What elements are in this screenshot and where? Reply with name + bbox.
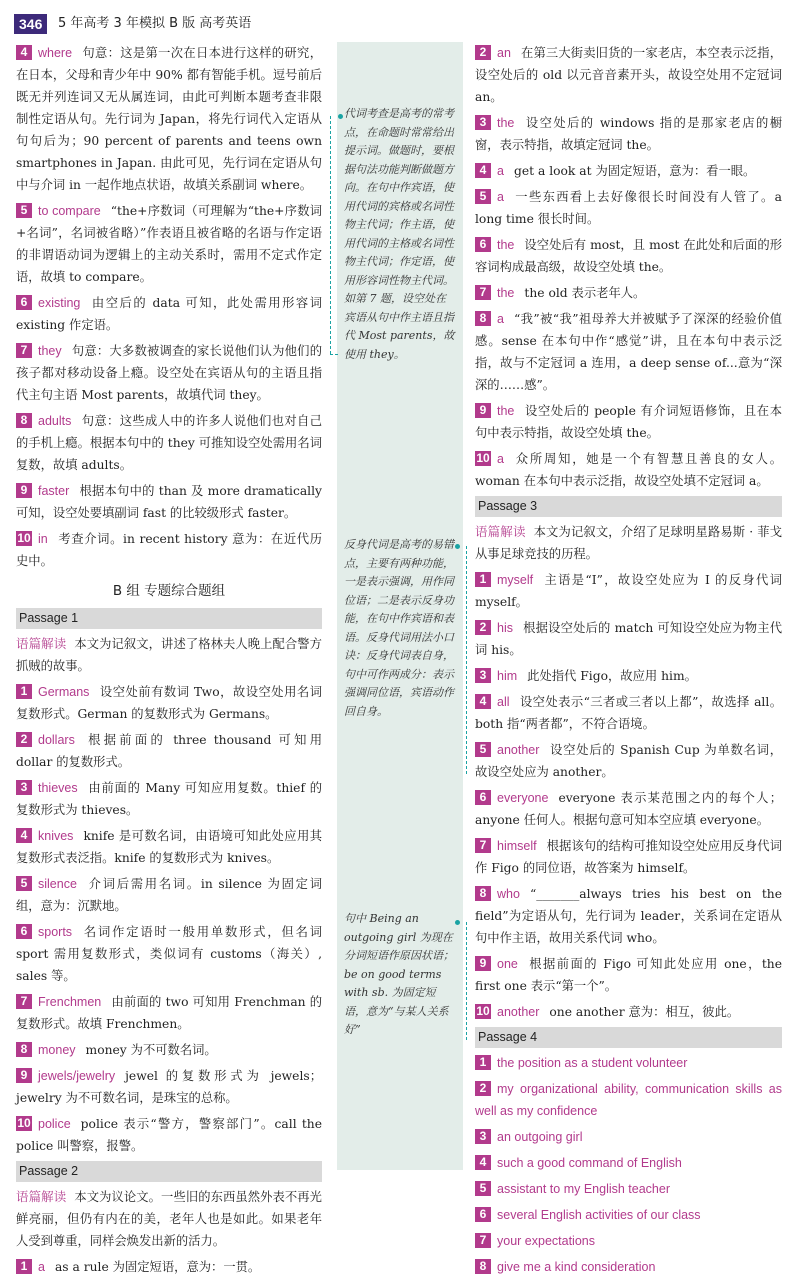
answer-word: the [497,238,515,252]
explanation: 主语是“I”，故设空处应为 I 的反身代词 myself。 [475,573,782,609]
answer-item [16,825,322,869]
answer-list-passage2 [475,42,782,492]
item-number: 9 [475,403,491,418]
item-number: 4 [475,163,491,178]
page-number: 346 [14,14,47,34]
explanation: 众所周知，她是一个有智慧且善良的女人。woman 在本句中表示泛指，故设空处填不定冠词 a。 [475,452,782,488]
item-number: 10 [17,1116,31,1130]
answer-item [16,42,322,196]
answer-word: knives [38,829,74,843]
note-connector [330,354,338,355]
item-number: 9 [16,483,32,498]
passage-heading: Passage 2 [16,1161,322,1182]
answer-item [16,873,322,917]
answer-item [475,953,782,997]
answer-word: another [497,743,540,757]
answer-item [475,739,782,783]
passage-intro [16,633,322,677]
item-number: 9 [16,1068,32,1083]
explanation: 设空处表示“三者或三者以上都”，故选择 all。both 指“两者都”，不符合语境。 [475,695,782,731]
explanation: 由空后的 data 可知，此处需用形容词 existing 作定语。 [16,296,322,332]
item-number: 7 [475,838,491,853]
answer-word: a [497,452,504,466]
answer-word: police [38,1117,71,1131]
answer-item [475,1204,782,1226]
answer-word: assistant to my English teacher [497,1182,670,1196]
answer-item [475,308,782,396]
explanation: 根据本句中的 than 及 more dramatically 可知，设空处要填副词 fast 的比较级形式 faster。 [16,484,322,520]
item-number: 6 [475,237,491,252]
item-number: 2 [475,620,491,635]
explanation: 根据设空处后的 match 可知设空处应为物主代词 his。 [475,621,782,657]
answer-word: silence [38,877,77,891]
answer-word: the [497,286,515,300]
explanation: 考查介词。in recent history 意为：在近代历史中。 [16,532,322,568]
intro-text: 本文为记叙文，介绍了足球明星路易斯 · 菲戈从事足球竞技的历程。 [475,525,782,561]
answer-item [475,42,782,108]
item-number: 7 [16,343,32,358]
group-title: B 组 专题综合题组 [112,583,226,599]
answer-item [475,112,782,156]
answer-item [475,160,782,182]
explanation: 句意：大多数被调查的家长说他们认为他们的孩子都对移动设备上瘾。设空处在宾语从句的主语且指代主句主语 Most parents，故填代词 they。 [16,344,322,402]
intro-text: 本文为议论文。一些旧的东西虽然外表不再光鲜亮丽，但仍有内在的美，老年人也是如此。如果老年人受到尊重，同样会焕发出新的活力。 [16,1190,322,1248]
answer-item [475,400,782,444]
item-number: 8 [475,311,491,326]
explanation: “我”被“我”祖母养大并被赋予了深深的经验价值感。sense 在本句中作“感觉”讲，且在本句中表示泛指，故与不定冠词 a 连用，a deep sense of...意为“深深的……感”。 [475,312,782,392]
answer-list-passage3 [475,569,782,1023]
answer-item [475,1052,782,1074]
explanation: 一些东西看上去好像很长时间没有人管了。a long time 很长时间。 [475,190,782,226]
explanation: as a rule 为固定短语，意为：一贯。 [54,1260,261,1274]
explanation: 设空处后的 Spanish Cup 为单数名词，故设空处应为 another。 [475,743,782,779]
answer-item [16,1113,322,1157]
answer-word: his [497,621,513,635]
answer-item [16,777,322,821]
item-number: 3 [475,668,491,683]
answer-item [475,1230,782,1252]
passage-heading: Passage 1 [16,608,322,629]
answer-item [16,1039,322,1061]
item-number: 1 [16,1259,32,1274]
answer-word: give me a kind consideration [497,1260,656,1274]
item-number: 6 [16,924,32,939]
answer-item [475,1152,782,1174]
explanation: “_______always tries his best on the field”为定语从句，先行词为 leader，关系词在定语从句中作主语，故用关系代词 who。 [475,887,782,945]
answer-word: in [38,532,48,546]
answer-item [16,528,322,572]
answer-word: money [38,1043,76,1057]
answer-list-passage1 [16,681,322,1157]
item-number: 6 [475,1207,491,1222]
note-connector [466,922,467,1040]
answer-item [475,1078,782,1122]
explanation: “the+序数词（可理解为“the+序数词+名词”，名词被省略）”作表语且被省略的名语与作定语的非谓语动词为逻辑上的主动关系时，需用不定式作定语，故填 to compare。 [16,204,322,284]
explanation: everyone 表示某范围之内的每个人；anyone 任何人。根据句意可知本空应填 everyone。 [475,791,782,827]
intro-label: 语篇解读 [16,636,67,651]
item-number: 7 [475,285,491,300]
item-number: 8 [475,886,491,901]
answer-word: several English activities of our class [497,1208,701,1222]
answer-item [16,921,322,987]
explanation: 设空处后的 people 有介词短语修饰，且在本句中表示特指，故设空处填 the。 [475,404,782,440]
item-number: 10 [17,531,31,545]
passage-intro [16,1186,322,1252]
answer-item [16,410,322,476]
item-number: 3 [475,1129,491,1144]
answer-word: such a good command of English [497,1156,682,1170]
item-number: 10 [476,1004,490,1018]
answer-item [475,883,782,949]
explanation: 句意：这些成人中的许多人说他们也对自己的手机上瘾。根据本句中的 they 可推知设空处需用名词复数，故填 adults。 [16,414,322,472]
explanation: 根据前面的 three thousand 可知用 dollar 的复数形式。 [16,733,322,769]
note-reflexive: 反身代词是高考的易错点，主要有两种功能，一是表示强调，用作同位语；二是表示反身功能，在句中作宾语和表语。反身代词用法小口诀：反身代词表自身，句中可作两成分：表示强调同位语，宾语动作回自身。 [344,538,454,718]
answer-item [16,681,322,725]
answer-item [16,991,322,1035]
answer-list-passage4 [475,1052,782,1278]
answer-word: a [497,190,504,204]
answer-word: himself [497,839,537,853]
explanation: knife 是可数名词，由语境可知此处应用其复数形式表泛指。knife 的复数形式为 knives。 [16,829,322,865]
answer-word: who [497,887,520,901]
answer-word: a [497,164,504,178]
explanation: the old 表示老年人。 [524,286,646,300]
item-number: 10 [476,451,490,465]
answer-word: faster [38,484,70,498]
answer-word: an outgoing girl [497,1130,583,1144]
answer-word: a [497,312,504,326]
answer-item [16,200,322,288]
answer-item [475,665,782,687]
answer-item [16,729,322,773]
item-number: 5 [475,1181,491,1196]
explanation: one another 意为：相互，彼此。 [549,1005,740,1019]
item-number: 6 [475,790,491,805]
answer-item [475,234,782,278]
item-number: 4 [16,45,32,60]
answer-word: sports [38,925,73,939]
explanation: 名词作定语时一般用单数形式，但名词 sport 需用复数形式，类似词有 customs（海关）, sales 等。 [16,925,322,983]
answer-word: where [38,46,73,60]
item-number: 9 [475,956,491,971]
intro-label: 语篇解读 [16,1189,67,1204]
explanation: get a look at 为固定短语，意为：看一眼。 [513,164,756,178]
answer-word: the [497,404,515,418]
answer-word: one [497,957,518,971]
answer-word: the [497,116,515,130]
item-number: 1 [16,684,32,699]
answer-item [16,292,322,336]
answer-item [475,1126,782,1148]
answer-item [475,691,782,735]
item-number: 3 [16,780,32,795]
passage-heading: Passage 4 [475,1027,782,1048]
answer-item [475,282,782,304]
item-number: 2 [475,1081,491,1096]
answer-word: they [38,344,62,358]
item-number: 6 [16,295,32,310]
note-pronouns: 代词考查是高考的常考点，在命题时常常给出提示词。做题时，要根据句法功能判断做题方向。在句中作宾语，使用代词的宾格或名词性物主代词；作主语，使用代词的主格或名词性物主代词；作定语，使用形容词性物主代词。如第 7 题，设空处在宾语从句中作主语且指代 Most parents，故使用 they。 [344,107,455,361]
item-number: 5 [475,189,491,204]
passage-intro [475,521,782,565]
item-number: 7 [475,1233,491,1248]
intro-label: 语篇解读 [475,524,526,539]
item-number: 2 [475,45,491,60]
item-number: 2 [16,732,32,747]
answer-item [475,617,782,661]
answer-item [475,1001,782,1023]
answer-word: him [497,669,518,683]
answer-word: dollars [38,733,75,747]
item-number: 8 [16,1042,32,1057]
note-connector [466,546,467,774]
item-number: 4 [16,828,32,843]
explanation: 由前面的 two 可知用 Frenchman 的复数形式。故填 Frenchmen。 [16,995,322,1031]
item-number: 8 [16,413,32,428]
explanation: 此处指代 Figo，故应用 him。 [527,669,697,683]
item-number: 3 [475,115,491,130]
item-number: 4 [475,1155,491,1170]
item-number: 1 [475,1055,491,1070]
explanation: 根据前面的 Figo 可知此处应用 one，the first one 表示“第一个”。 [475,957,782,993]
right-column [475,42,782,1282]
answer-list-a [16,42,322,572]
answer-word: Frenchmen [38,995,102,1009]
answer-word: to compare [38,204,101,218]
explanation: 由前面的 Many 可知应用复数。thief 的复数形式为 thieves。 [16,781,322,817]
page-header [0,0,800,38]
item-number: 7 [16,994,32,1009]
explanation: 设空处后有 most，且 most 在此处和后面的形容词构成最高级，故设空处填 the。 [475,238,782,274]
header-title: 5 年高考 3 年模拟 B 版 高考英语 [58,16,252,31]
explanation: 根据该句的结构可推知设空处应用反身代词作 Figo 的同位语，故答案为 himself。 [475,839,782,875]
passage-heading: Passage 3 [475,496,782,517]
answer-item [16,1256,322,1278]
note-connector [330,116,331,354]
answer-word: myself [497,573,534,587]
item-number: 4 [475,694,491,709]
answer-word: jewels/jewelry [38,1069,116,1083]
answer-item [475,787,782,831]
explanation: 在第三大街卖旧货的一家老店，本空表示泛指，设空处后的 old 以元音音素开头，故设空处用不定冠词 an。 [475,46,782,104]
answer-word: my organizational ability, communication skills as well as my confidence [475,1082,782,1118]
answer-word: another [497,1005,540,1019]
item-number: 5 [16,876,32,891]
answer-word: the position as a student volunteer [497,1056,688,1070]
answer-item [475,186,782,230]
answer-word: existing [38,296,81,310]
answer-item [475,835,782,879]
answer-word: Germans [38,685,90,699]
answer-item [16,340,322,406]
answer-item [16,1065,322,1109]
explanation: police 表示“警方，警察部门”。call the police 叫警察，报警。 [16,1117,322,1153]
answer-word: your expectations [497,1234,595,1248]
answer-item [475,1256,782,1278]
explanation: 设空处后的 windows 指的是那家老店的橱窗，表示特指，故填定冠词 the。 [475,116,782,152]
item-number: 5 [475,742,491,757]
item-number: 1 [475,572,491,587]
answer-word: all [497,695,510,709]
note-phrase: 句中 Being an outgoing girl 为现在分词短语作原因状语；be on good terms with sb. 为固定短语，意为“与某人关系好” [344,912,454,1036]
answer-word: thieves [38,781,78,795]
explanation: 句意：这是第一次在日本进行这样的研究，在日本，父母和青少年中 90% 都有智能手机。逗号前后既无并列连词又无从属连词，由此可判断本题考查非限制性定语从句。先行词为 Japan，将先行词代入定语从句句后为；90 percent of parents and teens own smartphones in Japan. 由此可见，先行词在定语从句中与介词 in 一起作地点状语，故填关系副词 where。 [16,46,322,192]
note-marker [338,114,343,119]
intro-text: 本文为记叙文，讲述了格林夫人晚上配合警方抓贼的故事。 [16,637,322,673]
answer-word: adults [38,414,72,428]
answer-item [475,569,782,613]
answer-word: a [38,1260,45,1274]
answer-item [16,480,322,524]
answer-item [475,448,782,492]
explanation: 介词后需用名词。in silence 为固定词组，意为：沉默地。 [16,877,322,913]
left-column [16,42,322,1282]
explanation: money 为不可数名词。 [85,1043,217,1057]
answer-item [475,1178,782,1200]
answer-word: an [497,46,511,60]
explanation: jewel 的复数形式为 jewels；jewelry 为不可数名词，是珠宝的总称。 [16,1069,322,1105]
item-number: 8 [475,1259,491,1274]
item-number: 5 [16,203,32,218]
explanation: 设空处前有数词 Two，故设空处用名词复数形式。German 的复数形式为 Germans。 [16,685,322,721]
answer-word: everyone [497,791,549,805]
